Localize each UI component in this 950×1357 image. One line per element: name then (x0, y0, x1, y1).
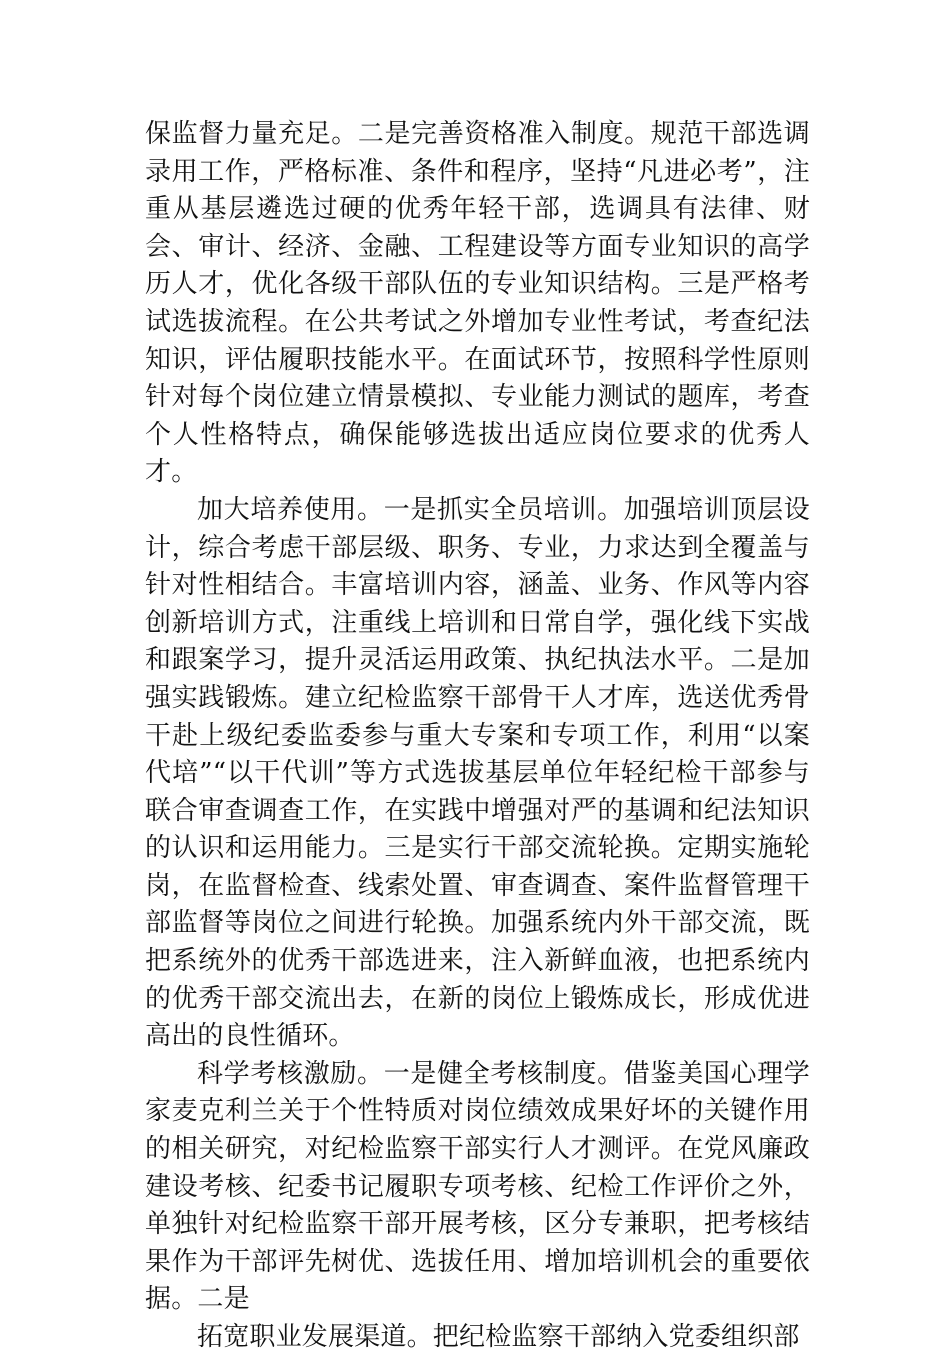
document-body (145, 116, 810, 1357)
paragraph-career: 拓宽职业发展渠道。把纪检监察干部纳入党委组织部 (197, 1322, 800, 1352)
paragraph-training: 加大培养使用。一是抓实全员培训。加强培训顶层设计，综合考虑干部层级、职务、专业，力求达到全覆盖与针对性相结合。丰富培训内容，涵盖、业务、作风等内容创新培训方式，注重线上培训和日常自学，强化线下实战和跟案学习，提升灵活运用政策、执纪执法水平。二是加强实践锻炼。建立纪检监察干部骨干人才库，选送优秀骨干赴上级纪委监委参与重大专案和专项工作，利用“以案代培”“以干代训”等方式选拔基层单位年轻纪检干部参与联合审查调查工作，在实践中增强对严的基调和纪法知识的认识和运用能力。三是实行干部交流轮换。定期实施轮岗，在监督检查、线索处置、审查调查、案件监督管理干部监督等岗位之间进行轮换。加强系统内外干部交流，既把系统外的优秀干部选进来，注入新鲜血液，也把系统内的优秀干部交流出去，在新的岗位上锻炼成长，形成优进高出的良性循环。 (145, 494, 810, 1052)
paragraph-continuation: 保监督力量充足。二是完善资格准入制度。规范干部选调录用工作，严格标准、条件和程序，坚持“凡进必考”，注重从基层遴选过硬的优秀年轻干部，选调具有法律、财会、审计、经济、金融、工程建设等方面专业知识的高学历人才，优化各级干部队伍的专业知识结构。三是严格考试选拔流程。在公共考试之外增加专业性考试，考查纪法知识，评估履职技能水平。在面试环节，按照科学性原则针对每个岗位建立情景模拟、专业能力测试的题库，考查个人性格特点，确保能够选拔出适应岗位要求的优秀人才。 (145, 119, 810, 488)
paragraph-assessment: 科学考核激励。一是健全考核制度。借鉴美国心理学家麦克利兰关于个性特质对岗位绩效成果好坏的关键作用的相关研究，对纪检监察干部实行人才测评。在党风廉政建设考核、纪委书记履职专项考核、纪检工作评价之外，单独针对纪检监察干部开展考核，区分专兼职，把考核结果作为干部评先树优、选拔任用、增加培训机会的重要依据。二是 (145, 1058, 810, 1315)
